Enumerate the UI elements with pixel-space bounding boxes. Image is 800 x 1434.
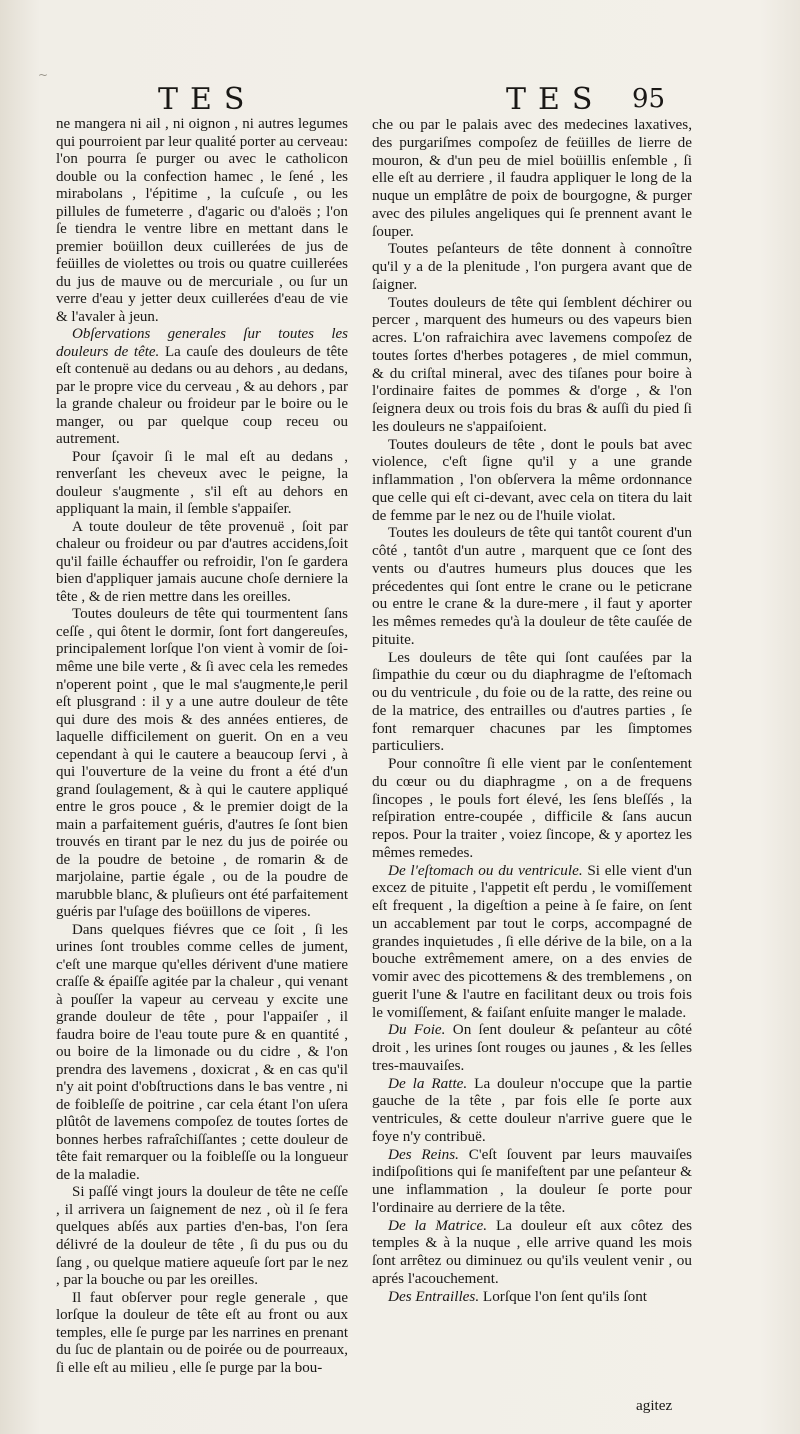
left-paragraph bbox=[56, 1184, 348, 1289]
section-heading: Obſervations generales ſur toutes les douleurs de tête. bbox=[56, 326, 348, 360]
paragraph-text: Toutes les douleurs de tête qui tantôt courent d'un côté , tantôt d'un autre , marquent que ce ſont des vents ou d'autres humeurs plus douces que les précedentes qui ſont entre le crane ou le peticrane ou entre le crane & la dure-mere , il faut y aporter les mêmes remedes qu'à la douleur de tête cauſée de pituite. bbox=[372, 524, 692, 648]
right-paragraph bbox=[372, 1021, 692, 1074]
running-header bbox=[0, 78, 800, 118]
right-paragraph bbox=[372, 649, 692, 756]
right-paragraph bbox=[372, 240, 692, 293]
right-paragraph bbox=[372, 294, 692, 436]
catchword: agitez bbox=[636, 1397, 673, 1414]
section-heading: Des Reins. bbox=[388, 1145, 459, 1163]
left-paragraph bbox=[56, 519, 348, 607]
paragraph-text: Dans quelques fiévres que ce ſoit , ſi les urines ſont troubles comme celles de jument, c'eſt une marque qu'elles dérivent d'une matiere craſſe & épaiſſe agitée par la chaleur , qui venant à pouſſer la vapeur au cerveau y excite une grande douleur de tête , pour l'appaiſer , il faudra boire de l'eau toute pure & en quantité , ou boire de la limonade ou du cidre , & l'on prendra des lavemens , doxicrat , & en cas qu'il n'y ait point d'obſtructions dans le bas ventre , ni de foibleſſe de poitrine , car cela étant l'on uſera plûtôt de lavemens compoſez de toutes ſortes de bonnes herbes rafraîchiſſantes ; cette douleur de tête fait remarquer ou la foibleſſe ou la longueur de la maladie. bbox=[56, 921, 348, 1183]
section-heading: Des Entrailles. bbox=[388, 1287, 480, 1305]
paragraph-text: Les douleurs de tête qui ſont cauſées par la ſimpathie du cœur ou du diaphragme de l'eſtomach ou du ventricule , du foie ou de la ratte, des reine ou de la matrice, des entrailles ou d'autres parties , ſe font remarquer chacunes par les ſimptomes particuliers. bbox=[372, 648, 692, 755]
paragraph-text: Pour connoître ſi elle vient par le conſentement du cœur ou du diaphragme , on a de frequens ſincopes , le pouls fort élevé, les ſens bleſſés , la reſpiration entre-coupée , difficile & ſans aucun repos. Pour la traiter , voiez ſincope, & y aportez les mêmes remedes. bbox=[372, 755, 692, 861]
right-paragraph bbox=[372, 116, 692, 240]
section-heading: De la Matrice. bbox=[388, 1216, 488, 1234]
right-paragraph bbox=[372, 436, 692, 525]
left-column bbox=[56, 116, 348, 1377]
left-paragraph bbox=[56, 1290, 348, 1378]
paragraph-text: che ou par le palais avec des medecines laxatives, des purgariſmes compoſez de feüilles de lierre de mouron, & d'un peu de miel boüillis enſemble , ſi elle eſt au derriere , il faudra appliquer le long de la nuque un emplâtre de poix de bourgogne, & purger avec des pilules angeliques qui ſe prennent avant le ſouper. bbox=[372, 116, 692, 240]
section-heading: De la Ratte. bbox=[388, 1074, 468, 1092]
page-number: 95 bbox=[632, 84, 666, 114]
right-paragraph bbox=[372, 1288, 692, 1306]
paragraph-text: Toutes douleurs de tête qui ſemblent déchirer ou percer , marquent des humeurs ou des vapeurs bien acres. L'on rafraichira avec lavemens compoſez de toutes ſortes d'herbes potageres , de miel commun, & du criſtal mineral, avec des tiſanes pour boire à l'ordinaire faites de pommes & d'orge , & l'on ſeignera deux ou trois fois du bras & auſſi du pied ſi les douleurs ne s'appaiſoient. bbox=[372, 293, 692, 435]
header-right-title: TES bbox=[506, 82, 605, 117]
paragraph-text: La douleur eſt aux côtez des temples & à la nuque , elle arrive quand les mois ſont arrêtez ou diminuez ou qu'ils veulent venir , ou aprés l'acouchement. bbox=[372, 1216, 692, 1287]
paragraph-text: Pour ſçavoir ſi le mal eſt au dedans , renverſant les cheveux avec le peigne, la douleur s'augmente , s'il eſt au dehors en appliquant la main, il ſemble s'appaiſer. bbox=[56, 448, 348, 518]
right-column bbox=[372, 116, 692, 1305]
right-paragraph bbox=[372, 524, 692, 648]
paragraph-text: On ſent douleur & peſanteur au côté droit , les urines ſont rouges ou jaunes , & les ſelles tres-mauvaiſes. bbox=[372, 1021, 692, 1074]
paragraph-text: Si elle vient d'un excez de pituite , l'appetit eſt perdu , le vomiſſement eſt frequent , la digeſtion a peine à ſe faire, on ſent un accablement par tout le corps, accompagné de grandes inquietudes , ſi elle dérive de la bile, on a la bouche extrêmement amere, on a des envies de vomir avec des picottemens & des tremblemens , on guerit l'une & l'autre en facilitant deux ou trois fois le vomiſſement, & faiſant enſuite manger le malade. bbox=[372, 861, 692, 1021]
left-paragraph bbox=[56, 606, 348, 921]
left-paragraph bbox=[56, 449, 348, 519]
header-left-title: TES bbox=[158, 82, 257, 117]
paragraph-text: Toutes peſanteurs de tête donnent à connoître qu'il y a de la plenitude , l'on purgera avant que de ſaigner. bbox=[372, 240, 692, 293]
right-paragraph bbox=[372, 862, 692, 1022]
right-paragraph bbox=[372, 1075, 692, 1146]
paragraph-text: A toute douleur de tête provenuë , ſoit par chaleur ou froideur ou par d'autres accidens,ſoit qu'il faille échauffer ou refroidir, l'on ſe gardera bien d'appliquer jamais aucune choſe derniere la tête , & de rien mettre dans les oreilles. bbox=[56, 518, 348, 605]
paragraph-text: Toutes douleurs de tête qui tourmentent ſans ceſſe , qui ôtent le dormir, ſont fort dangereuſes, principalement lorſque l'on vient à vomir de ſoi-même une bile verte , & ſi avec cela les remedes n'operent point , que le mal s'augmente,le peril eſt plusgrand : il y a une autre douleur de tête qui dure des mois & des années entieres, de laquelle difficilement on guerit. On en a veu cependant à qui le cautere a beaucoup ſervi , à qui l'ouverture de la veine du front a été d'un grand ſoulagement, & à qui le cautere appliqué entre le gros pouce , & le premier doigt de la main a parfaitement guéris, d'autres ſe ſont bien trouvés en tirant par le nez du jus de poirée ou de la poudre de betoine , de romarin & de marjolaine, partie égale , ou de la poudre de marubble blanc, & pluſieurs ont été parfaitement guéris par l'uſage des boüillons de viperes. bbox=[56, 606, 348, 921]
paragraph-text: Si paſſé vingt jours la douleur de tête ne ceſſe , il arrivera un ſaignement de nez , où il ſe fera quelques abſés aux parties d'en-bas, l'on ſera délivré de la douleur de tête , ſi du pus ou du ſang , ou quelque matiere aqueuſe ſort par le nez , par la bouche ou par les oreilles. bbox=[56, 1184, 348, 1289]
paragraph-text: ne mangera ni ail , ni oignon , ni autres legumes qui pourroient par leur qualité porter au cerveau: l'on pourra ſe purger ou avec le catholicon double ou la confection hamec , le ſené , les mirabolans , l'épitime , la cuſcuſe , ou les pillules de fumeterre , d'agaric ou d'aloës ; l'on ſe tiendra le ventre libre en mettant dans le premier boüillon deux cuillerées de jus de feüilles de violettes ou trois ou quatre cuillerées du jus de mauve ou de mercuriale , ou ſur un verre d'eau y jetter deux cuillerées d'eau de vie & l'avaler à jeun. bbox=[56, 116, 348, 325]
section-heading: De l'eſtomach ou du ventricule. bbox=[388, 861, 583, 879]
right-paragraph bbox=[372, 755, 692, 862]
left-paragraph bbox=[56, 922, 348, 1185]
section-heading: Du Foie. bbox=[388, 1021, 446, 1039]
paragraph-text: Toutes douleurs de tête , dont le pouls bat avec violence, c'eſt ſigne qu'il y a une grande inflammation , l'on obſervera la même ordonnance que celle qui eſt ci-devant, avec cela on titera du lait de femme par le nez ou de l'huile violat. bbox=[372, 435, 692, 524]
left-paragraph bbox=[56, 326, 348, 449]
left-paragraph bbox=[56, 116, 348, 326]
paragraph-text: La cauſe des douleurs de tête eſt contenuë au dedans ou au dehors , au dedans, par le propre vice du cerveau , & au dehors , par la grande chaleur ou froideur par le boire ou le manger, ou par quelque coup receu ou autrement. bbox=[56, 343, 349, 448]
margin-mark: ~ bbox=[38, 68, 49, 82]
right-paragraph bbox=[372, 1217, 692, 1288]
paragraph-text: C'eſt ſouvent par leurs mauvaiſes indiſpoſitions qui ſe manifeſtent par une peſanteur & une inflammation , la douleur ſe porte pour l'ordinaire au derriere de la tête. bbox=[372, 1145, 692, 1216]
right-paragraph bbox=[372, 1146, 692, 1217]
paragraph-text: Il faut obſerver pour regle generale , que lorſque la douleur de tête eſt au front ou aux temples, elle ſe purge par les narrines en prenant du ſuc de plantain ou de poirée ou de pourreaux, ſi elle eſt au milieu , elle ſe purge par la bou- bbox=[56, 1289, 348, 1376]
paragraph-text: Lorſque l'on ſent qu'ils ſont bbox=[482, 1287, 648, 1305]
paragraph-text: La douleur n'occupe que la partie gauche de la tête , par fois elle ſe porte aux ventricules, & cette douleur n'arrive guere que le foye n'y contribuë. bbox=[372, 1074, 693, 1145]
